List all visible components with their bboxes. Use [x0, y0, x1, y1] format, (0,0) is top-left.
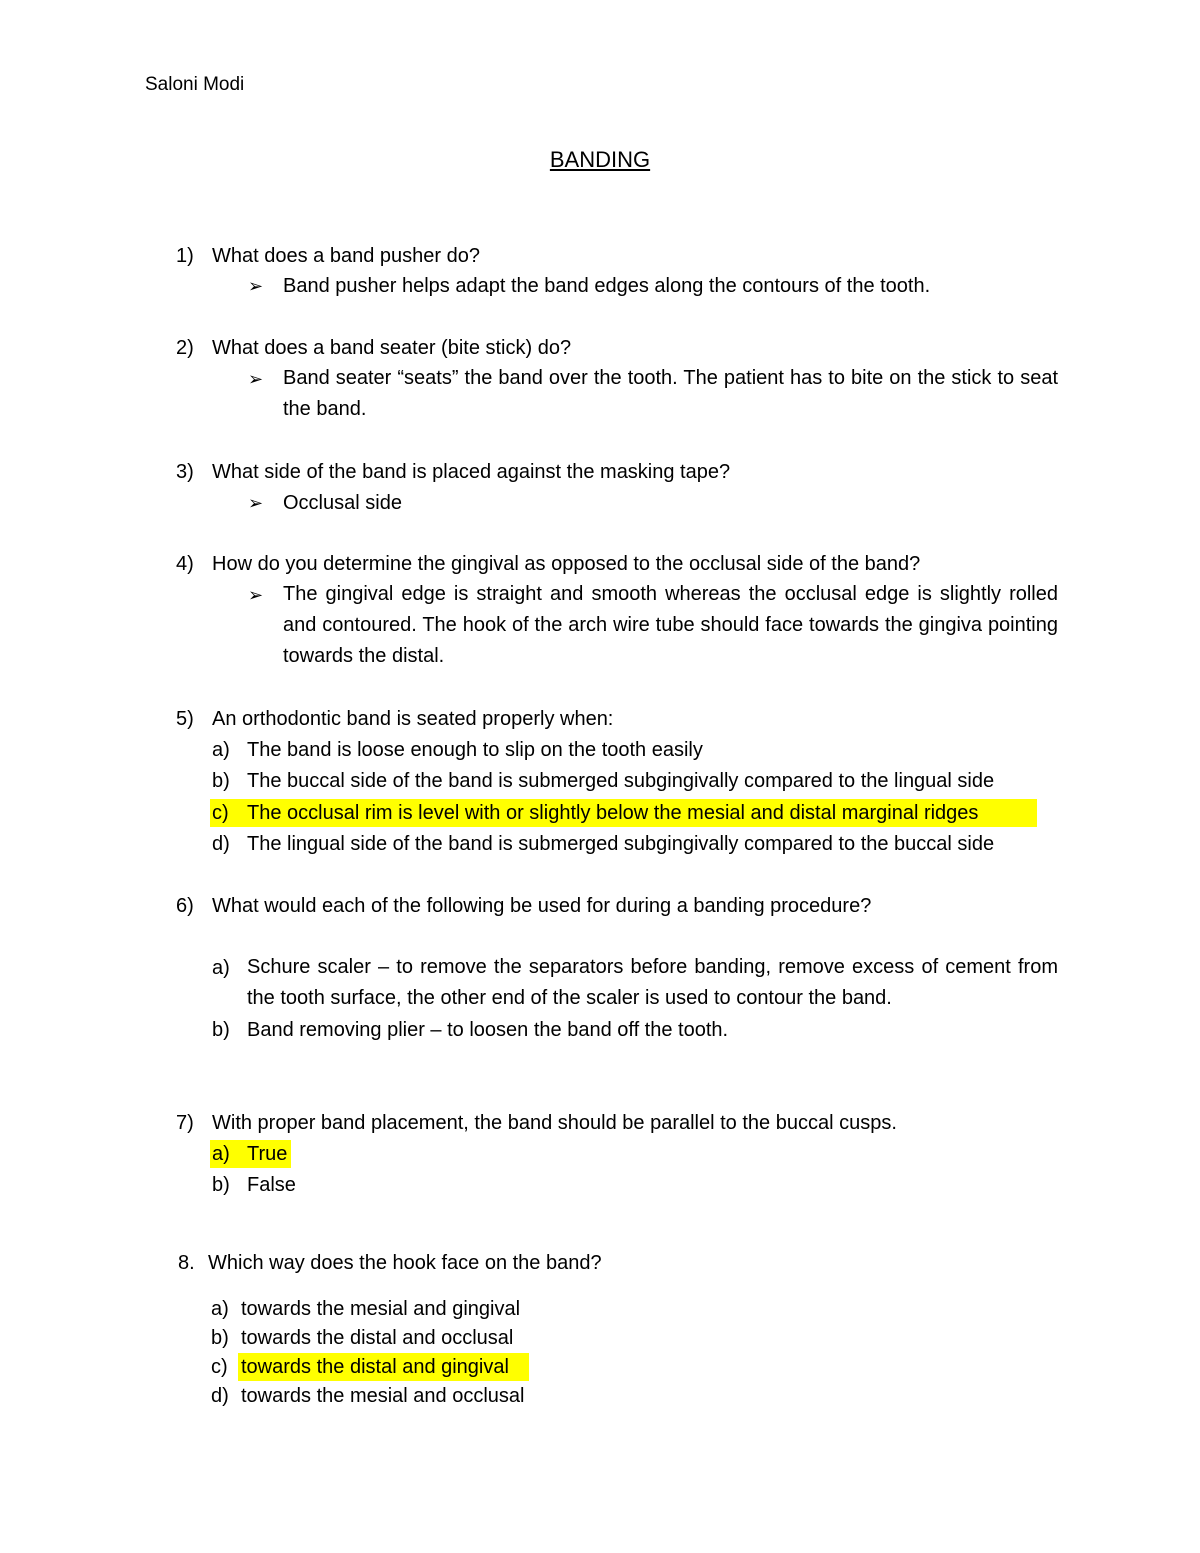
- question-text: How do you determine the gingival as opposed to the occlusal side of the band?: [212, 553, 921, 575]
- option-letter: c): [211, 1356, 228, 1378]
- question-text: Which way does the hook face on the band?: [208, 1252, 602, 1274]
- option-text: towards the distal and occlusal: [241, 1327, 514, 1349]
- option-text: False: [247, 1174, 296, 1196]
- option-letter: d): [212, 833, 230, 855]
- option-letter: b): [212, 1174, 230, 1196]
- option-letter: c): [212, 802, 229, 824]
- question-text: With proper band placement, the band should be parallel to the buccal cusps.: [212, 1112, 897, 1134]
- author-name: Saloni Modi: [145, 74, 245, 95]
- option-letter: d): [211, 1385, 229, 1407]
- answer-text: Band seater “seats” the band over the tooth. The patient has to bite on the stick to seat the band.: [283, 367, 1058, 420]
- question-number: 8.: [178, 1252, 195, 1274]
- option-text: The occlusal rim is level with or slightly below the mesial and distal marginal ridges: [247, 802, 979, 824]
- option-letter: a): [211, 1298, 229, 1320]
- page-title: BANDING: [549, 147, 651, 172]
- answer-text: Occlusal side: [283, 492, 402, 514]
- question-text: What side of the band is placed against the masking tape?: [212, 461, 731, 483]
- option-text: The band is loose enough to slip on the tooth easily: [247, 739, 703, 761]
- answer-text: The gingival edge is straight and smooth whereas the occlusal edge is slightly rolled and contoured. The hook of the arch wire tube should face towards the gingiva pointing towards the distal.: [283, 583, 1058, 667]
- question-text: What does a band seater (bite stick) do?: [212, 337, 572, 359]
- option-letter: b): [211, 1327, 229, 1349]
- option-text: Band removing plier – to loosen the band off the tooth.: [247, 1019, 729, 1041]
- question-number: 5): [176, 708, 194, 730]
- option-letter: a): [212, 739, 230, 761]
- arrow-bullet-icon: ➢: [248, 493, 264, 513]
- option-text: towards the mesial and gingival: [241, 1298, 521, 1320]
- question-text: An orthodontic band is seated properly when:: [212, 708, 614, 730]
- question-number: 1): [176, 245, 194, 267]
- option-text: True: [247, 1143, 288, 1165]
- option-letter: a): [212, 1143, 230, 1165]
- option-letter: a): [212, 957, 230, 979]
- arrow-bullet-icon: ➢: [248, 585, 264, 605]
- question-text: What would each of the following be used for during a banding procedure?: [212, 895, 872, 917]
- option-text: towards the distal and gingival: [241, 1356, 509, 1378]
- arrow-bullet-icon: ➢: [248, 369, 264, 389]
- question-number: 4): [176, 553, 194, 575]
- option-text: The buccal side of the band is submerged subgingivally compared to the lingual side: [247, 770, 995, 792]
- question-number: 3): [176, 461, 194, 483]
- question-number: 6): [176, 895, 194, 917]
- option-text: Schure scaler – to remove the separators before banding, remove excess of cement from the tooth surface, the other end of the scaler is used to contour the band.: [247, 956, 1058, 1009]
- arrow-bullet-icon: ➢: [248, 276, 264, 296]
- option-text: towards the mesial and occlusal: [241, 1385, 525, 1407]
- question-text: What does a band pusher do?: [212, 245, 480, 267]
- option-text: The lingual side of the band is submerged subgingivally compared to the buccal side: [247, 833, 995, 855]
- question-number: 2): [176, 337, 194, 359]
- option-letter: b): [212, 770, 230, 792]
- question-number: 7): [176, 1112, 194, 1134]
- option-letter: b): [212, 1019, 230, 1041]
- answer-text: Band pusher helps adapt the band edges along the contours of the tooth.: [283, 275, 931, 297]
